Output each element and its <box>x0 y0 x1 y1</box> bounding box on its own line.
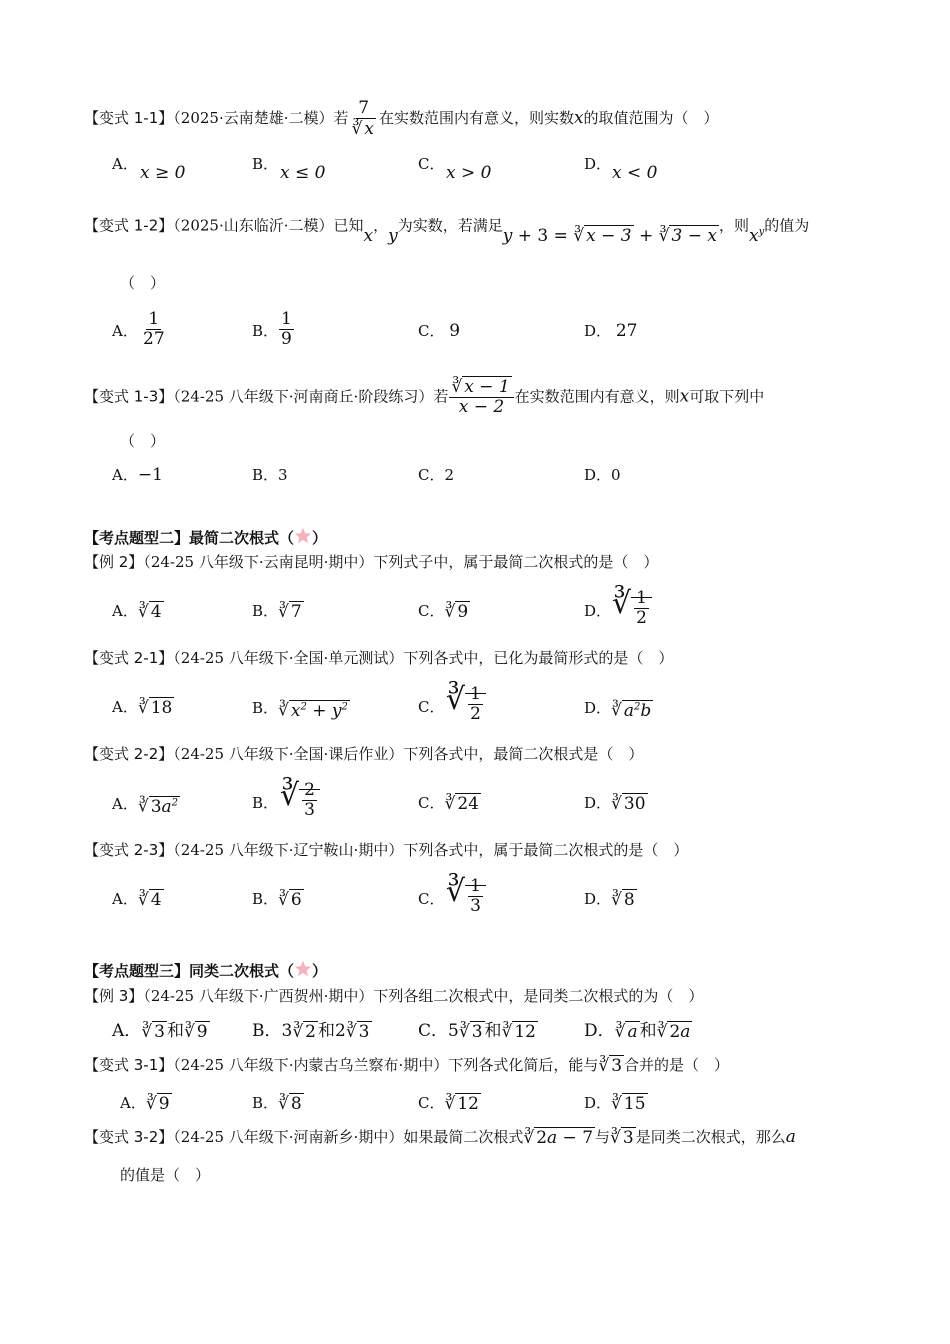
option-d: D．∛ 30 <box>584 794 646 814</box>
example-2: 【例 2】（24-25 八年级下·云南昆明·期中）下列式子中，属于最简二次根式的是（ ） <box>84 553 659 571</box>
option-d: D．∛ 15 <box>584 1094 646 1114</box>
answer-paren: （ ） <box>120 274 166 292</box>
question-2-1: 【变式 2-1】（24-25 八年级下·全国·单元测试）下列各式中，已化为最简形式的是（ ） <box>84 649 674 667</box>
option-a: A．∛ 9 <box>120 1094 170 1114</box>
option-a: A． <box>112 322 138 340</box>
option-c-value: ∛ $\frac{1}{2}$ <box>446 682 486 724</box>
option-d: D．∛ $a^2b$ <box>584 698 652 721</box>
option-b: B． <box>252 155 279 173</box>
option-b: B．∛ 7 <box>252 602 302 622</box>
option-c: C．∛ 24 <box>418 794 479 814</box>
section-title-3: 【考点题型三】同类二次根式（ ） <box>84 962 328 980</box>
option-a: A．∛ 4 <box>112 602 162 622</box>
question-2-2: 【变式 2-2】（24-25 八年级下·全国·课后作业）下列各式中，最简二次根式是（ ） <box>84 745 644 763</box>
option-d-value: x < 0 <box>612 163 658 183</box>
section-title-2: 【考点题型二】最简二次根式（ ） <box>84 529 328 547</box>
option-a: A．∛ 3 和∛ 9 <box>112 1021 208 1042</box>
option-c: C．∛ 12 <box>418 1094 479 1114</box>
question-1-3: 【变式 1-3】（24-25 八年级下·河南商丘·阶段练习）若 $\frac{∛ x - 1}{x - 2}$ 在实数范围内有意义，则x可取下列中 <box>84 377 765 417</box>
option-b: B． <box>252 794 279 812</box>
option-c: C．∛ 9 <box>418 602 469 622</box>
option-a: A．−1 <box>112 465 163 485</box>
star-icon <box>294 960 312 978</box>
option-d: D． <box>584 155 612 173</box>
question-3-2: 【变式 3-2】（24-25 八年级下·河南新乡·期中）如果最简二次根式∛ 2a − 7 与∛ 3 是同类二次根式，那么a <box>84 1127 796 1148</box>
option-d: D． <box>584 602 612 620</box>
option-d: D．∛ 8 <box>584 890 635 910</box>
question-tag: 【变式 1-3】 <box>84 387 174 406</box>
option-c: C． <box>418 890 445 908</box>
option-d: D．∛ a 和∛ 2a <box>584 1021 691 1042</box>
option-b: B．3 <box>252 466 288 484</box>
question-tag: 【变式 1-2】 <box>84 216 174 235</box>
option-b: B．3∛ 2 和2∛ 3 <box>252 1021 370 1042</box>
option-c-value: x > 0 <box>446 163 492 183</box>
question-3-1: 【变式 3-1】（24-25 八年级下·内蒙古乌兰察布·期中）下列各式化简后，能与∛ 3 合并的是（ ） <box>84 1056 730 1076</box>
question-1-2: 【变式 1-2】（2025·山东临沂·二模）已知x，y为实数，若满足y + 3 = ∛ x − 3 + ∛ 3 − x，则$x^y$的值为 <box>84 216 810 247</box>
option-b: B．∛ 8 <box>252 1094 302 1114</box>
question-2-3: 【变式 2-3】（24-25 八年级下·辽宁鞍山·期中）下列各式中，属于最简二次根式的是（ ） <box>84 841 689 859</box>
option-b: B．∛ 6 <box>252 890 302 910</box>
question-3-2-cont: 的值是（ ） <box>120 1166 211 1184</box>
option-b-value: x ≤ 0 <box>280 163 326 183</box>
option-a: A．∛ 18 <box>112 698 173 718</box>
question-tag: 【变式 1-1】 <box>84 108 174 127</box>
option-c: C． 9 <box>418 321 461 341</box>
option-b: B．∛ $x^2 + y^2$ <box>252 698 348 721</box>
option-d-value: ∛ $\frac{1}{2}$ <box>612 586 652 628</box>
option-a: A．∛ 4 <box>112 890 162 910</box>
option-b: B． <box>252 322 279 340</box>
option-b-value: ∛ $\frac{2}{3}$ <box>280 778 320 820</box>
option-c: C．5∛ 3 和∛ 12 <box>418 1021 536 1042</box>
option-d: D．0 <box>584 466 621 484</box>
option-a-value: $\frac{1}{27}$ <box>143 309 165 349</box>
option-b-value: $\frac{1}{9}$ <box>281 309 292 349</box>
answer-paren: （ ） <box>120 432 166 450</box>
option-d: D． 27 <box>584 321 638 341</box>
option-a-value: x ≥ 0 <box>140 163 186 183</box>
option-c-value: ∛ $\frac{1}{3}$ <box>446 874 486 916</box>
option-a: A．∛ $3a^2$ <box>112 794 179 817</box>
question-text: （2025·云南楚雄·二模）若 <box>173 108 349 127</box>
option-a: A． <box>112 155 138 173</box>
option-c: C．2 <box>418 466 455 484</box>
option-c: C． <box>418 155 445 173</box>
fraction: $\frac{7}{∛ x}$ <box>351 98 374 139</box>
option-c: C． <box>418 698 445 716</box>
question-1-1: 【变式 1-1】（2025·云南楚雄·二模）若 $\frac{7}{∛ x}$ 在实数范围内有意义，则实数x的取值范围为（ ） <box>84 98 719 139</box>
example-3: 【例 3】（24-25 八年级下·广西贺州·期中）下列各组二次根式中，是同类二次根式的为（ ） <box>84 987 704 1005</box>
star-icon <box>294 527 312 545</box>
